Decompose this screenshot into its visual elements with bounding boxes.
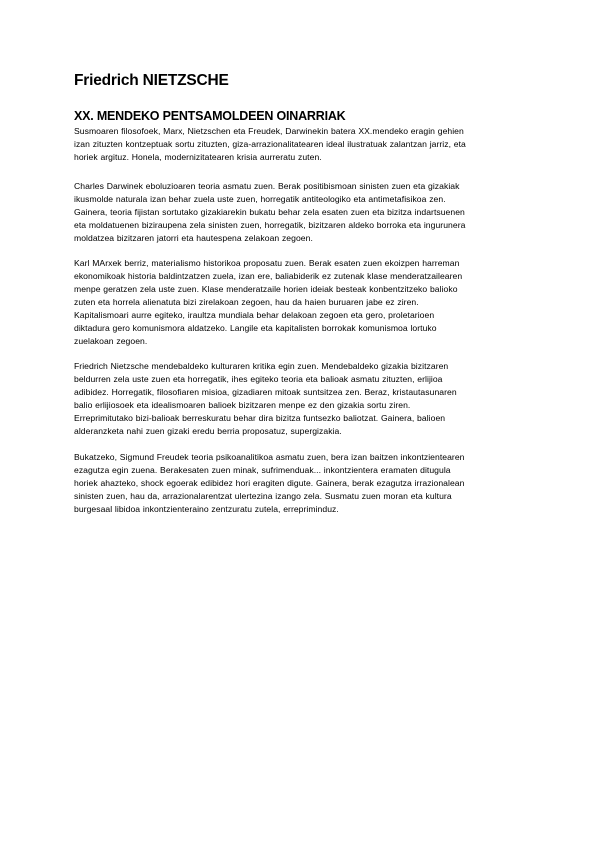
paragraph-darwin	[74, 180, 536, 245]
text-line: menpe geratzen zela uste zuen. Klase menderatzaile horien ideiak besteak konbentzitzeko balioko	[74, 284, 458, 295]
text-line: horiek argituz. Honela, modernizitatearen krisia aurreratu zuten.	[74, 151, 322, 162]
paragraph-intro	[74, 125, 536, 164]
text-line: Erreprimitutako bizi-balioak berreskuratu behar dira bizitza funtsezko baliotzat. Gainera, balioen	[74, 413, 446, 424]
text-line: Bukatzeko, Sigmund Freudek teoria psikoanalitikoa asmatu zuen, bera izan baitzen inkontzientearen	[74, 451, 465, 462]
text-line: Charles Darwinek eboluzioaren teoria asmatu zuen. Berak positibismoan sinisten zuen eta gizakiak	[74, 180, 460, 191]
text-line: Karl MArxek berriz, materialismo historikoa proposatu zuen. Berak esaten zuen ekoizpen harreman	[74, 258, 460, 269]
page-title: Friedrich NIETZSCHE	[74, 72, 229, 89]
paragraph-marx	[74, 257, 536, 348]
text-line: balio erlijiosoek eta idealismoaren balioek bizitzaren menpe ez den gizakia sortu ziren.	[74, 400, 411, 411]
text-line: sinisten zuen, hau da, arrazionalarentzat ulertezina izango zela. Susmatu zuen moran eta kultura	[74, 490, 452, 501]
text-line: zuelakoan zegoen.	[74, 335, 148, 346]
text-line: izan zituzten kontzeptuak sortu zituzten, giza-arrazionalitatearen ideal ilustratuak zalantzan jarriz, eta	[74, 138, 466, 149]
text-line: diktadura gero komunismora aldatzeko. Langile eta kapitalisten borrokak komunismoa lortuko	[74, 322, 437, 333]
text-line: ezagutza egin zuena. Berakesaten zuen minak, sufrimenduak... inkontzientera eramaten ditugula	[74, 464, 451, 475]
text-line: ikusmolde naturala izan behar zuela uste zuen, horregatik antiteologiko eta antimetafisikoa zen.	[74, 193, 446, 204]
section-title: XX. MENDEKO PENTSAMOLDEEN OINARRIAK	[74, 109, 346, 123]
text-line: Gainera, teoria fijistan sortutako gizakiarekin bukatu behar zela esaten zuen eta bizitza indartsuenen	[74, 206, 465, 217]
document-page	[74, 72, 536, 528]
text-line: ekonomikoak historia baldintzatzen zuela, izan ere, baliabiderik ez zutenak klase menderatzailearen	[74, 271, 463, 282]
text-line: horiek ahazteko, shock egoerak edibidez hori eragiten digute. Gainera, berak ezagutza irrazionalean	[74, 477, 465, 488]
paragraph-freud	[74, 451, 536, 516]
text-line: adibidez. Horregatik, filosofiaren misioa, gizadiaren mitoak suntsitzea zen. Beraz, kristautasunaren	[74, 387, 457, 398]
text-line: moldatzea bizitzaren jatorri eta hautespena zelakoan zegoen.	[74, 232, 313, 243]
paragraph-nietzsche	[74, 360, 536, 438]
text-line: alderanzketa nahi zuen gizaki eredu berria proposatuz, supergizakia.	[74, 426, 342, 437]
text-line: eta moldatuenen biziraupena zela sinisten zuen, horregatik, bizitzaren aldeko borroka eta ingurunera	[74, 219, 466, 230]
text-line: zuten eta horrela alienatuta bizi zirelakoan zegoen, hau da haien buruaren jabe ez ziren.	[74, 297, 419, 308]
text-line: Kapitalismoari aurre egiteko, iraultza mundiala behar delakoan zegoen eta gero, proletarioen	[74, 310, 435, 321]
text-line: beldurren zela uste zuen eta horregatik, ihes egiteko teoria eta balioak asmatu zituzten, erlijioa	[74, 374, 443, 385]
text-line: Friedrich Nietzsche mendebaldeko kulturaren kritika egin zuen. Mendebaldeko gizakia bizitzaren	[74, 361, 449, 372]
text-line: burgesaal libidoa inkontzienteraino zentzuratu zutela, errepriminduz.	[74, 503, 339, 514]
text-line: Susmoaren filosofoek, Marx, Nietzschen eta Freudek, Darwinekin batera XX.mendeko eragin gehien	[74, 126, 464, 136]
